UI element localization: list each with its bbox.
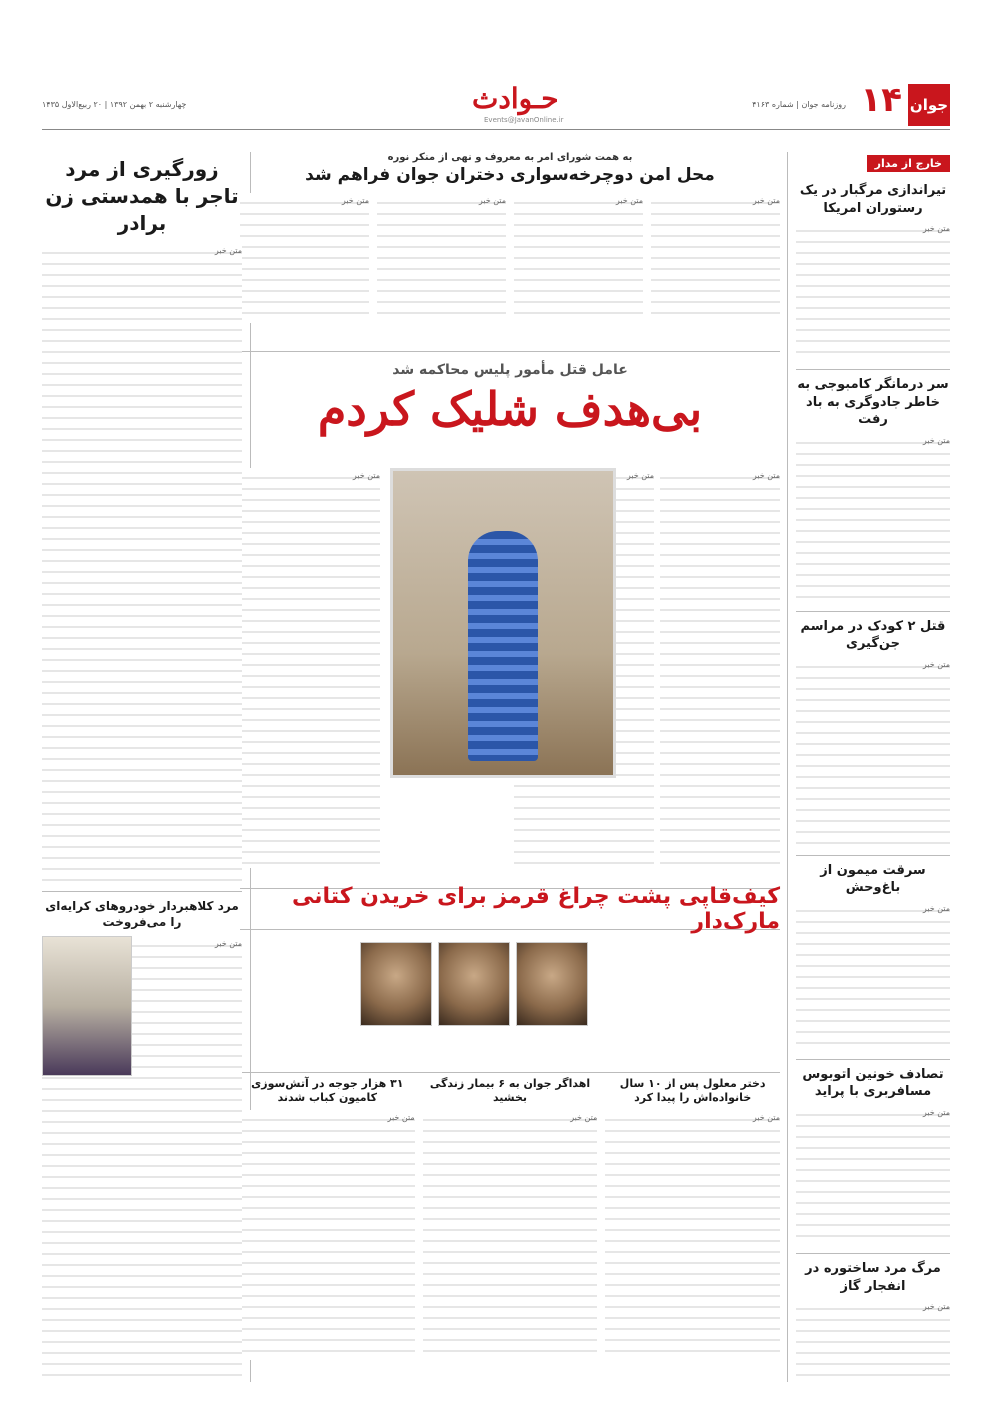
banner-story [240,884,780,934]
story-body-placeholder: متن خبر [796,1105,950,1245]
newspaper-logo: جوان [908,84,950,126]
divider [796,1253,950,1254]
divider [42,891,242,892]
bottom-story-body-placeholder: متن خبر [605,1110,780,1360]
bottom-stories [240,1072,780,1372]
story-body-placeholder: متن خبر [796,1299,950,1382]
masthead [42,78,950,130]
left-sub-headline: مرد کلاهبردار خودروهای کرایه‌ای را می‌فروخت [45,899,239,930]
bottom-story [605,1077,780,1372]
column-divider [787,152,788,1382]
bottom-story [240,1077,415,1372]
defendant-figure [468,531,538,761]
story-body-placeholder: متن خبر [796,657,950,847]
left-headline: زورگیری از مرد تاجر با همدستی زن برادر [45,157,239,235]
fraudster-photo [42,936,132,1076]
mugshot [516,942,588,1026]
section-email: Events@JavanOnline.ir [484,116,564,124]
banner-headline: کیف‌قاپی پشت چراغ قرمز برای خریدن کتانی مارک‌دار [291,884,780,934]
bottom-story [423,1077,598,1372]
hero-story [240,360,780,880]
top-story-body-placeholder: متن خبر [377,193,506,323]
top-story-body-placeholder: متن خبر [514,193,643,323]
defendant-photo [390,468,616,778]
hero-body-placeholder: متن خبر [240,468,380,868]
story-body-placeholder: متن خبر [796,433,950,603]
top-story-kicker: به همت شورای امر به معروف و نهی از منکر نوره [387,152,633,163]
top-story-body-placeholder: متن خبر [651,193,780,323]
story-headline: قتل ۲ کودک در مراسم جن‌گیری [800,618,946,652]
left-column [42,152,242,1382]
right-column [796,152,950,1382]
story-headline: تصادف خونین اتوبوس مسافربری با پراید [802,1066,944,1100]
top-story [240,152,780,352]
top-story-headline: محل امن دوچرخه‌سواری دختران جوان فراهم شد [305,165,715,185]
suspect-mugshots [360,942,588,1026]
hero-body-placeholder: متن خبر [660,468,780,868]
date-line: چهارشنبه ۲ بهمن ۱۳۹۲ | ۲۰ ربیع‌الاول ۱۴۳۵ [42,100,187,109]
story-body-placeholder: متن خبر [796,221,950,361]
story-headline: سر درمانگر کامبوجی به خاطر جادوگری به باد رفت [797,377,949,428]
bottom-story-headline: اهداگر جوان به ۶ بیمار زندگی بخشید [429,1077,591,1105]
bottom-story-body-placeholder: متن خبر [240,1110,415,1360]
left-sub-body-placeholder: متن خبر [42,936,242,1376]
mugshot [438,942,510,1026]
divider [796,1059,950,1060]
divider [796,369,950,370]
page-number: ۱۴ [860,80,902,120]
left-body-placeholder: متن خبر [42,243,242,883]
hero-body-placeholder: متن خبر [514,468,654,868]
bottom-story-headline: دختر معلول پس از ۱۰ سال خانواده‌اش را پیدا کرد [619,1077,766,1105]
hero-headline: بی‌هدف شلیک کردم [317,382,703,436]
mugshot [360,942,432,1026]
divider [796,855,950,856]
bottom-story-body-placeholder: متن خبر [423,1110,598,1360]
hero-body-column [660,468,780,876]
story-headline: تیراندازی مرگبار در یک رستوران امریکا [799,183,947,216]
story-body-placeholder: متن خبر [796,901,950,1051]
section-logo: حـوادث [472,82,559,115]
section-tag: خارج از مدار [867,155,950,172]
hero-body-column [240,468,380,876]
divider [796,611,950,612]
top-story-body-placeholder: متن خبر [240,193,369,323]
story-headline: مرگ مرد ساختوره در انفجار گاز [805,1261,941,1294]
issue-info: روزنامه جوان | شماره ۴۱۶۳ [752,100,846,109]
hero-kicker: عامل قتل مأمور پلیس محاکمه شد [392,362,628,378]
bottom-story-headline: ۳۱ هزار جوجه در آتش‌سوزی کامیون کباب شدند [251,1077,404,1105]
story-headline: سرقت میمون از باغ‌وحش [820,862,926,896]
